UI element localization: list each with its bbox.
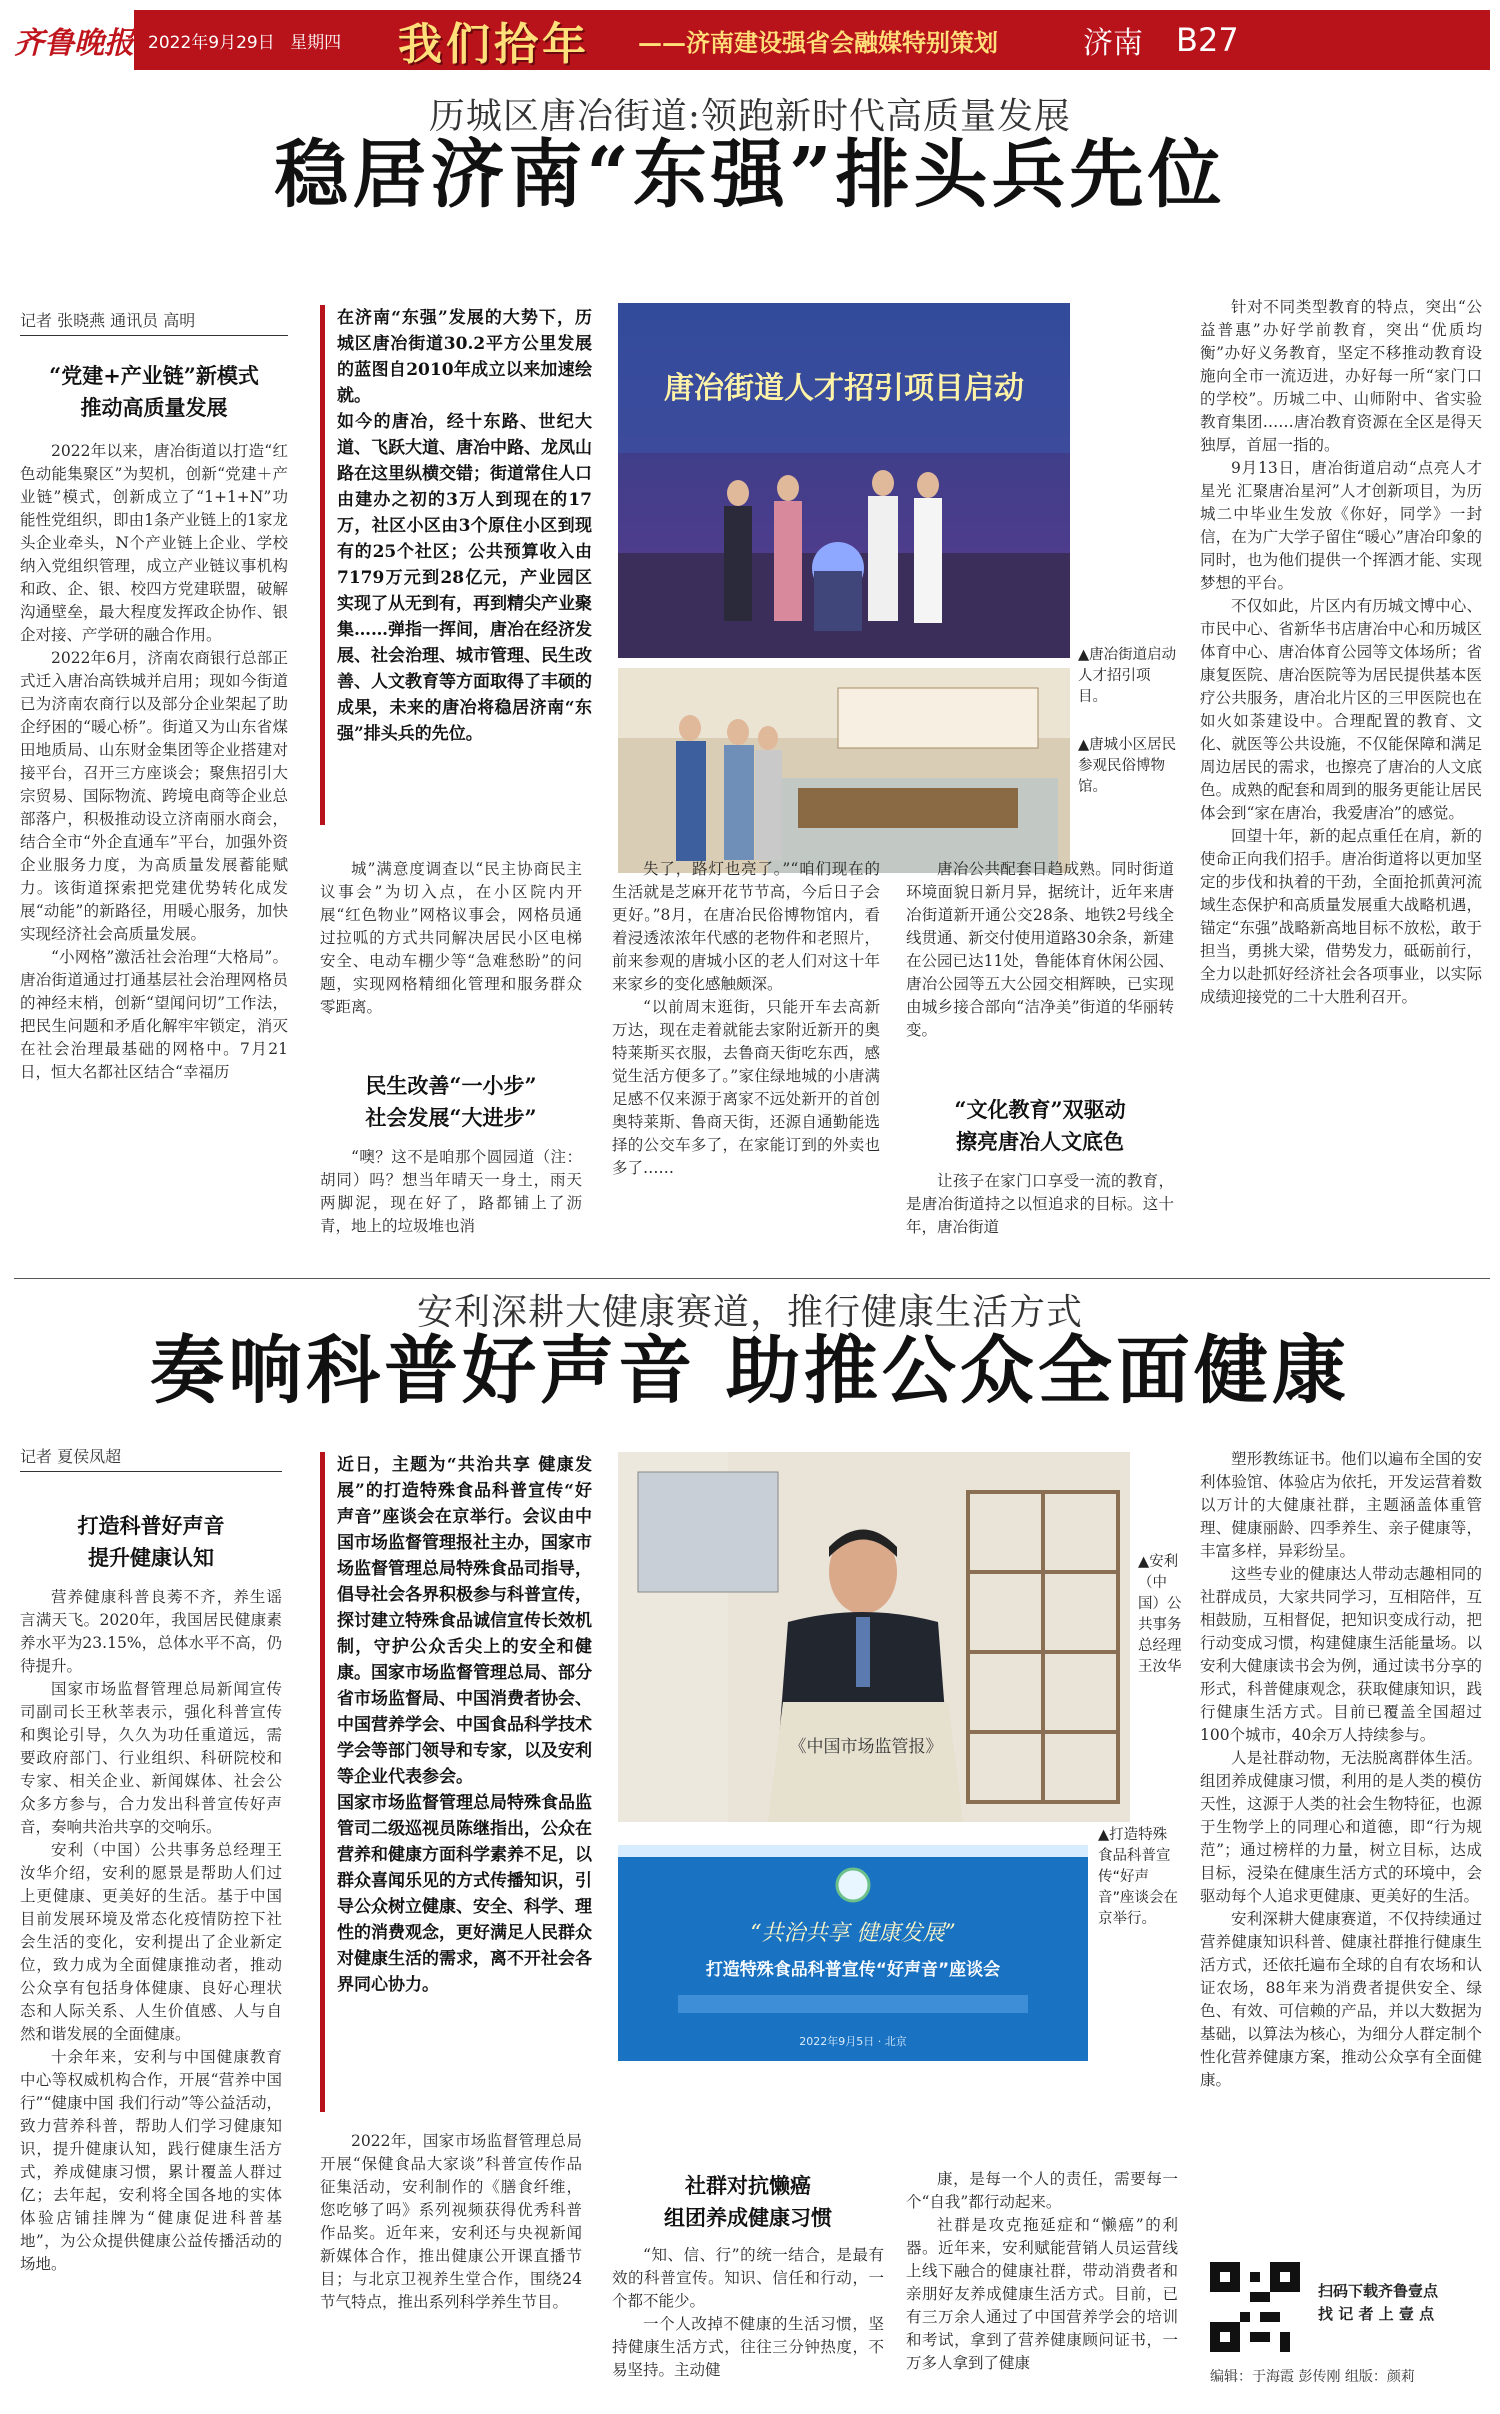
paragraph: 安利深耕大健康赛道，不仅持续通过营养健康知识科普、健康社群推行健康生活方式，还依托遍布全球的自有农场和认证农场，88年来为消费者提供安全、绿色、有效、可信赖的产品，并以大数据为基础，以算法为核心，为细分人群定制个性化营养健康方案，推动公众享有全面健康。 — [1200, 1910, 1482, 2089]
qr-code[interactable] — [1210, 2262, 1300, 2352]
paragraph: 这些专业的健康达人带动志趣相同的社群成员，大家共同学习，互相陪伴，互相鼓励，互相督促，把知识变成行动，把行动变成习惯，构建健康生活能量场。以安利大健康读书会为例，通过读书分享的形式，科普健康观念，获取健康知识，践行健康生活方式。目前已覆盖全国超过100个城市，40余万人持续参与。 — [1200, 1565, 1482, 1744]
article2-lead: 近日，主题为“共治共享 健康发展”的打造特殊食品科普宣传“好声音”座谈会在京举行。会议由中国市场监督管理报社主办，国家市场监督管理总局特殊食品司指导，倡导社会各界积极参与科普宣传，探讨建立特殊食品诚信宣传长效机制，守护公众舌尖上的安全和健康。国家市场监督管理总局、部分省市场监督局、中国消费者协会、中国营养学会、中国食品科学技术学会等部门领导和专家，以及安利等企业代表参会。 国家市场监督管理总局特殊食品监管司二级巡视员陈继指出，公众在营养和健康方面科学素养不足，以群众喜闻乐见的方式传播知识，引导公众树立健康、安全、科学、理性的消费观念，更好满足人民群众对健康生活的需求，离不开社会各界同心协力。 — [320, 1452, 592, 2112]
article1-lead: 在济南“东强”发展的大势下，历城区唐冶街道30.2平方公里发展的蓝图自2010年成立以来加速绘就。 如今的唐冶，经十东路、世纪大道、飞跃大道、唐冶中路、龙凤山路在这里纵横交错；街道常住人口由建办之初的3万人到现在的17万，社区小区由3个原住小区到现有的25个社区；公共预算收入由7179万元到28亿元，产业园区实现了从无到有，再到精尖产业聚集……弹指一挥间，唐冶在经济发展、社会治理、城市管理、民生改善、人文教育等方面取得了丰硕的成果，未来的唐冶将稳居济南“东强”排头兵的先位。 — [320, 305, 592, 825]
paragraph: 国家市场监督管理总局新闻宣传司副司长王秋莘表示，强化科普宣传和舆论引导，久久为功任重道远，需要政府部门、行业组织、科研院校和专家、相关企业、新闻媒体、社会公众多方参与，合力发出科普宣传好声音，奏响共治共享的交响乐。 — [20, 1680, 282, 1836]
article2-column-5 — [1200, 1448, 1482, 2238]
page-number: B27 — [1176, 21, 1239, 59]
caption-forum: ▲打造特殊食品科普宣传“好声音”座谈会在京举行。 — [1098, 1827, 1179, 1927]
article2-subhead-2: 社群对抗懒癌 组团养成健康习惯 — [664, 2173, 832, 2230]
section-divider — [14, 1278, 1490, 1279]
paragraph: 安利（中国）公共事务总经理王汝华介绍，安利的愿景是帮助人们过上更健康、更美好的生活。基于中国目前发展环境及常态化疫情防控下社会生活的变化，安利提出了企业新定位，致力成为全面健康推动者，推动公众享有包括身体健康、良好心理状态和人际关系、人生价值感、人与自然和谐发展的全面健康。 — [20, 1841, 282, 2043]
article1-subhead-2: 民生改善“一小步” 社会发展“大进步” — [365, 1073, 537, 1130]
special-subtitle: ——济南建设强省会融媒特别策划 — [638, 27, 998, 57]
talent-launch-photo — [618, 303, 1070, 658]
paragraph: 针对不同类型教育的特点，突出“公益普惠”办好学前教育，突出“优质均衡”办好义务教育，坚定不移推动教育设施向全市一流迈进，办好每一所“家门口的学校”。历城二中、山师附中、省实验教育集团……唐冶教育资源在全区是得天独厚，首屈一指的。 — [1200, 298, 1482, 454]
weekday-text: 星期四 — [290, 32, 342, 53]
article2-column-4 — [906, 2168, 1178, 2392]
paragraph: 一个人改掉不健康的生活习惯，坚持健康生活方式，往往三分钟热度，不易坚持。主动健 — [612, 2315, 884, 2379]
newspaper-logo: 齐鲁晚报 — [14, 10, 134, 70]
article1-headline: 稳居济南“东强”排头兵先位 — [274, 132, 1226, 218]
paragraph: 2022年6月，济南农商银行总部正式迁入唐冶高铁城并启用；现如今街道已为济南农商行以及部分企业架起了助企纾困的“暖心桥”。街道又为山东省煤田地质局、山东财金集团等企业搭建对接平台，召开三方座谈会；聚焦招引大宗贸易、国际物流、跨境电商等企业总部落户，积极推动设立济南丽水商会，结合全市“外企直通车”平台，加强外资企业服务力度，为高质量发展蓄能赋力。该街道探索把党建优势转化成发展“动能”的新路径，用暖心服务，加快实现经济社会高质量发展。 — [20, 649, 288, 943]
caption-speaker: ▲安利（中国）公共事务总经理王汝华 — [1138, 1554, 1182, 1675]
region-label: 济南 — [1083, 26, 1143, 61]
paragraph: 失了，路灯也亮了。”“咱们现在的生活就是芝麻开花节节高，今后日子会更好。”8月，在唐冶民俗博物馆内，看着浸透浓浓年代感的老物件和老照片，前来参观的唐城小区的老人们对这十年来家乡的变化感触颇深。 — [612, 860, 880, 993]
paragraph: 不仅如此，片区内有历城文博中心、市民中心、省新华书店唐冶中心和历城区体育中心、唐冶体育公园等文体场所；省康复医院、唐冶医院等为居民提供基本医疗公共服务，唐冶北片区的三甲医院也在如火如荼建设中。合理配置的教育、文化、就医等公共设施，不仅能保障和满足周边居民的需求，也擦亮了唐冶的人文底色。成熟的配套和周到的服务更能让居民体会到“家在唐冶，我爱唐冶”的感觉。 — [1200, 597, 1482, 822]
paragraph: 2022年，国家市场监督管理总局开展“保健食品大家谈”科普宣传作品征集活动，安利制作的《膳食纤维，您吃够了吗》系列视频获得优秀科普作品奖。近年来，安利还与央视新闻新媒体合作，推出健康公开课直播节目；与北京卫视养生堂合作，围绕24节气特点，推出系列科学养生节目。 — [320, 2132, 582, 2311]
special-banner-title: 我们拾年 — [398, 19, 590, 70]
paragraph: “以前周末逛街，只能开车去高新万达，现在走着就能去家附近新开的奥特莱斯买衣服，去鲁商天街吃东西，感觉生活方便多了。”家住绿地城的小唐满足感不仅来源于离家不远处新开的首创奥特莱斯、鲁商天街，还源自通勤能选择的公交车多了，在家能订到的外卖也多了…… — [612, 998, 880, 1177]
issue-date — [148, 28, 398, 53]
paragraph: 回望十年，新的起点重任在肩，新的使命正向我们招手。唐冶街道将以更加坚定的步伐和执着的干劲，全面抢抓黄河流域生态保护和高质量发展重大战略机遇，锚定“东强”战略新高地目标不放松，敢于担当，勇挑大梁，借势发力，砥砺前行，全力以赴抓好经济社会各项事业，以实际成绩迎接党的二十大胜利召开。 — [1200, 827, 1482, 1006]
screen-slogan: “共治共享 健康发展” — [750, 1921, 956, 1946]
speaker-photo — [618, 1452, 1130, 1822]
screen-title: 打造特殊食品科普宣传“好声音”座谈会 — [705, 1960, 1001, 1980]
article1-column-1 — [20, 440, 288, 1270]
caption-folk-museum: ▲唐城小区居民参观民俗博物馆。 — [1078, 737, 1177, 795]
paragraph: 营养健康科普良莠不齐，养生谣言满天飞。2020年，我国居民健康素养水平为23.15%，总体水平不高，仍待提升。 — [20, 1588, 282, 1675]
article1-subhead-3: “文化教育”双驱动 擦亮唐冶人文底色 — [954, 1097, 1126, 1154]
paragraph: “噢？这不是咱那个圆园道（注：胡同）吗？想当年晴天一身土，雨天两脚泥，现在好了，路都铺上了沥青，地上的垃圾堆也消 — [320, 1148, 582, 1235]
paragraph: 唐冶公共配套日趋成熟。同时街道环境面貌日新月异，据统计，近年来唐冶街道新开通公交28条、地铁2号线全线贯通、新交付使用道路30余条，新建在公园已达11处，鲁能体育休闲公园、唐冶公园等五大公园交相辉映，已实现由城乡接合部向“洁净美”街道的华丽转变。 — [906, 860, 1174, 1039]
photo-stage-text: 唐冶街道人才招引项目启动 — [664, 371, 1024, 406]
paragraph: 社群是攻克拖延症和“懒癌”的利器。近年来，安利赋能营销人员运营线上线下融合的健康社群，带动消费者和亲朋好友养成健康生活方式。目前，已有三万余人通过了中国营养学会的培训和考试，拿到了营养健康顾问证书，一万多人拿到了健康 — [906, 2216, 1178, 2372]
article2-column-1 — [20, 1586, 282, 2386]
article2-subhead-1: 打造科普好声音 提升健康认知 — [77, 1513, 225, 1570]
article2-headline: 奏响科普好声音 助推公众全面健康 — [150, 1328, 1350, 1414]
article1-column-2b — [320, 1146, 582, 1270]
paragraph: 城”满意度调查以“民主协商民主议事会”为切入点，在小区院内开展“红色物业”网格议事会，网格员通过拉呱的方式共同解决居民小区电梯安全、电动车棚少等“急难愁盼”的问题，实现网格精细化管理和服务群众零距离。 — [320, 860, 582, 1016]
article1-column-3 — [612, 858, 880, 1270]
article2-byline: 记者 夏侯凤超 — [20, 1444, 282, 1472]
article1-subhead-1: “党建+产业链”新模式 推动高质量发展 — [49, 363, 259, 420]
caption-talent-launch: ▲唐冶街道启动人才招引项目。 — [1078, 647, 1177, 705]
forum-screen-photo — [618, 1845, 1088, 2061]
paragraph: 9月13日，唐冶街道启动“点亮人才星光 汇聚唐冶星河”人才创新项目，为历城二中毕业生发放《你好，同学》一封信，在为广大学子留住“暖心”唐冶印象的同时，也为他们提供一个挥洒才能、实现梦想的平台。 — [1200, 459, 1482, 592]
paragraph: 人是社群动物，无法脱离群体生活。组团养成健康习惯，利用的是人类的模仿天性，这源于人类的社会生物特征，也源于生物学上的同理心和道德，即“行为规范”；通过榜样的力量，树立目标，达成目标，浸染在健康生活方式的环境中，会驱动每个人追求更健康、更美好的生活。 — [1200, 1749, 1482, 1905]
article1-column-2 — [320, 858, 582, 1034]
folk-museum-photo — [618, 668, 1070, 873]
article1-kicker: 历城区唐冶街道:领跑新时代高质量发展 — [428, 96, 1072, 137]
article1-column-5 — [1200, 296, 1482, 1270]
paragraph: 塑形教练证书。他们以遍布全国的安利体验馆、体验店为依托，开发运营着数以万计的大健康社群，主题涵盖体重管理、健康丽龄、四季养生、亲子健康等，丰富多样，异彩纷呈。 — [1200, 1450, 1482, 1560]
paragraph: 十余年来，安利与中国健康教育中心等权威机构合作，开展“营养中国行”“健康中国 我们行动”等公益活动，致力营养科普，帮助人们学习健康知识，提升健康认知，践行健康生活方式，养成健康习惯，累计覆盖人群过亿；去年起，安利将全国各地的实体体验店铺挂牌为“健康促进科普基地”，为公众提供健康公益传播活动的场地。 — [20, 2048, 282, 2273]
date-text: 2022年9月29日 — [148, 32, 275, 53]
article1-byline: 记者 张晓燕 通讯员 高明 — [20, 308, 288, 336]
article2-kicker: 安利深耕大健康赛道，推行健康生活方式 — [416, 1292, 1083, 1333]
paragraph: “知、信、行”的统一结合，是最有效的科普宣传。知识、信任和行动，一个都不能少。 — [612, 2246, 884, 2310]
editor-credits: 编辑：于海霞 彭传刚 组版：颜莉 — [1210, 2369, 1415, 2385]
article1-column-4 — [906, 858, 1174, 1080]
qr-caption: 扫码下载齐鲁壹点 找 记 者 上 壹 点 — [1318, 2282, 1439, 2323]
article2-column-3 — [612, 2244, 884, 2392]
podium-text: 《中国市场监管报》 — [789, 1737, 943, 1757]
paragraph: 康，是每一个人的责任，需要每一个“自我”都行动起来。 — [906, 2170, 1178, 2211]
article2-column-2b — [320, 2130, 582, 2390]
screen-date: 2022年9月5日 · 北京 — [799, 2035, 907, 2048]
paragraph: “小网格”激活社会治理“大格局”。唐冶街道通过打通基层社会治理网格员的神经末梢，创新“望闻问切”工作法，把民生问题和矛盾化解牢牢锁定，消灭在社会治理最基础的网格中。7月21日，恒大名都社区结合“幸福历 — [20, 948, 288, 1081]
page-header — [14, 10, 1490, 70]
article1-column-4b — [906, 1170, 1174, 1270]
paragraph: 2022年以来，唐冶街道以打造“红色动能集聚区”为契机，创新“党建＋产业链”模式，创新成立了“1+1+N”功能性党组织，即由1条产业链上的1家龙头企业牵头，N个产业链上企业、学校纳入党组织管理，成立产业链议事机构和政、企、银、校四方党建联盟，破解沟通壁垒，最大程度发挥政企协作、银企对接、产学研的融合作用。 — [20, 442, 288, 644]
paragraph: 让孩子在家门口享受一流的教育，是唐冶街道持之以恒追求的目标。这十年，唐冶街道 — [906, 1172, 1174, 1236]
